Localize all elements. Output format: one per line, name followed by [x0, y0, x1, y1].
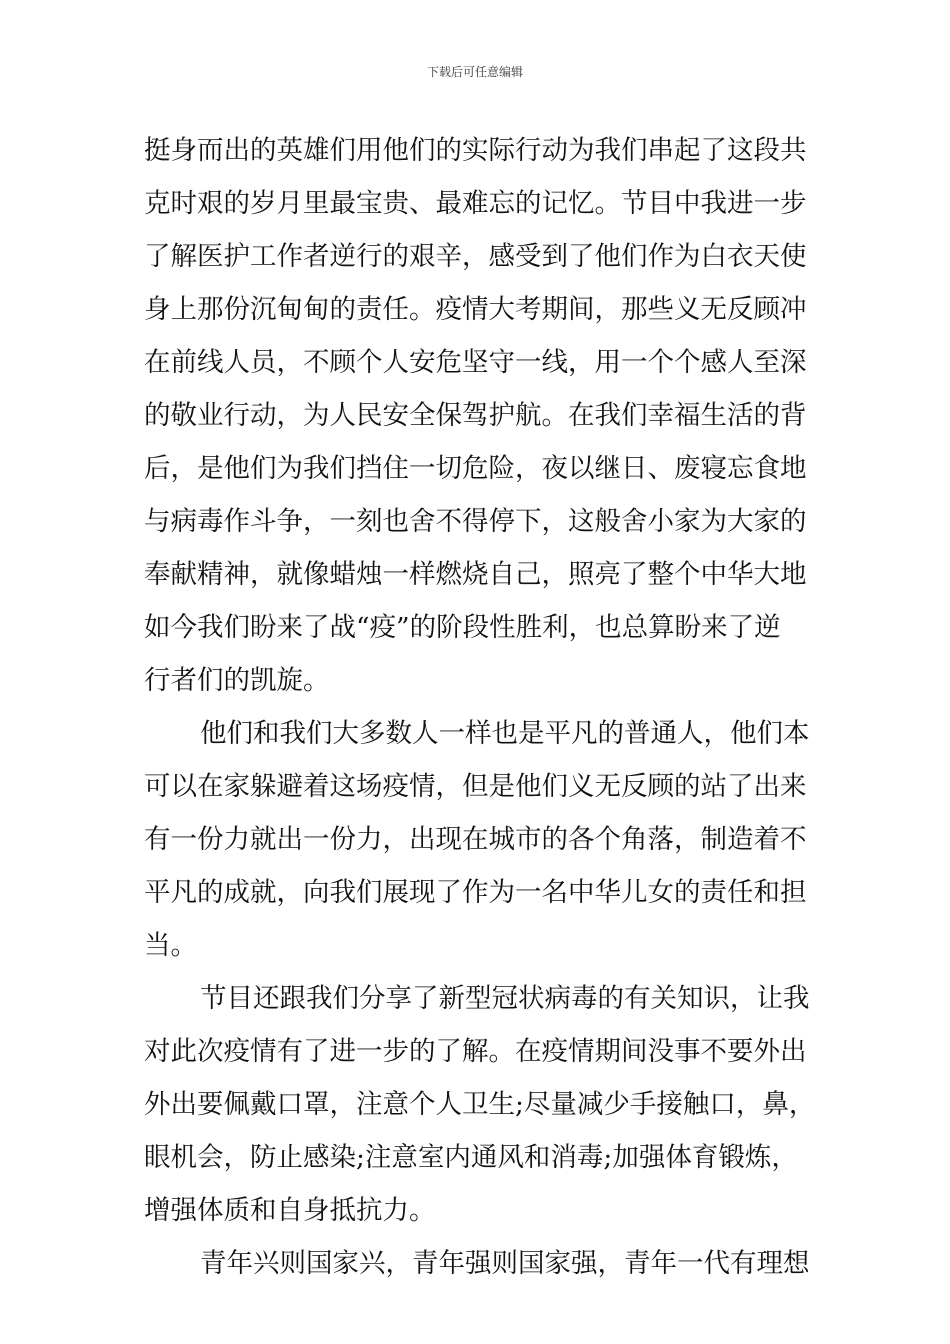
paragraph [144, 1237, 812, 1290]
text-line: 眼机会，防止感染;注意室内通风和消毒;加强体育锻炼， [144, 1142, 798, 1173]
paragraph [144, 124, 812, 707]
text-line: 与病毒作斗争，一刻也舍不得停下，这般舍小家为大家的 [144, 506, 807, 537]
text-line: 在前线人员，不顾个人安危坚守一线，用一个个感人至深 [144, 347, 807, 378]
text-line: 行者们的凯旋。 [144, 665, 330, 696]
text-line: 后，是他们为我们挡住一切危险，夜以继日、废寝忘食地 [144, 453, 807, 484]
text-line: 的敬业行动，为人民安全保驾护航。在我们幸福生活的背 [144, 400, 807, 431]
text-line: 身上那份沉甸甸的责任。疫情大考期间，那些义无反顾冲 [144, 294, 807, 325]
text-line: 节目还跟我们分享了新型冠状病毒的有关知识，让我 [200, 983, 810, 1014]
text-line: 有一份力就出一份力，出现在城市的各个角落，制造着不 [144, 824, 807, 855]
text-line: 当。 [144, 930, 197, 961]
text-line: 对此次疫情有了进一步的了解。在疫情期间没事不要外出 [144, 1036, 807, 1067]
text-line: 了解医护工作者逆行的艰辛，感受到了他们作为白衣天使 [144, 241, 807, 272]
text-line: 挺身而出的英雄们用他们的实际行动为我们串起了这段共 [144, 135, 807, 166]
text-line: 克时艰的岁月里最宝贵、最难忘的记忆。节目中我进一步 [144, 188, 807, 219]
text-line: 外出要佩戴口罩，注意个人卫生;尽量减少手接触口，鼻， [144, 1089, 816, 1120]
page-header: 下载后可任意编辑 [426, 65, 523, 79]
paragraph [144, 972, 816, 1237]
text-line: 青年兴则国家兴，青年强则国家强，青年一代有理想 [200, 1248, 810, 1279]
text-line: 可以在家躲避着这场疫情，但是他们义无反顾的站了出来 [144, 771, 807, 802]
text-line: 如今我们盼来了战“疫”的阶段性胜利，也总算盼来了逆 [144, 612, 781, 643]
text-line: 平凡的成就，向我们展现了作为一名中华儿女的责任和担 [144, 877, 807, 908]
text-line: 奉献精神，就像蜡烛一样燃烧自己，照亮了整个中华大地 [144, 559, 807, 590]
document-body [144, 124, 816, 1290]
text-line: 增强体质和自身抵抗力。 [144, 1195, 436, 1226]
paragraph [144, 707, 812, 972]
text-line: 他们和我们大多数人一样也是平凡的普通人，他们本 [200, 718, 810, 749]
